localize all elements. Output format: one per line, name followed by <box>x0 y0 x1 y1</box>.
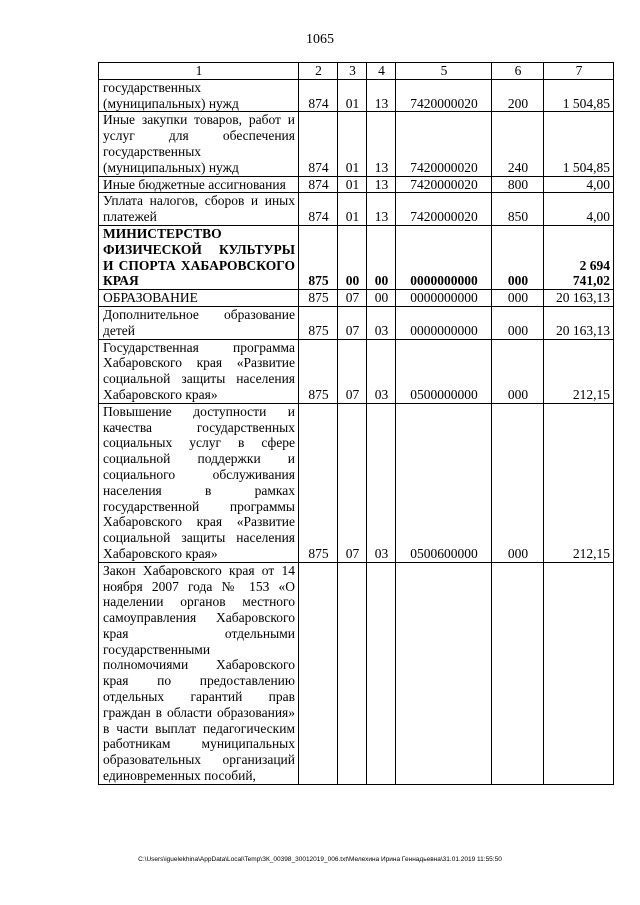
row-expense-type <box>492 562 544 784</box>
row-subsection: 03 <box>367 403 396 562</box>
row-name: Дополнительное образование детей <box>99 306 299 339</box>
row-target-article: 7420000020 <box>396 193 492 226</box>
row-section: 07 <box>338 403 367 562</box>
row-target-article: 7420000020 <box>396 176 492 193</box>
row-expense-type: 240 <box>492 112 544 176</box>
row-subsection: 13 <box>367 176 396 193</box>
row-target-article: 0500600000 <box>396 403 492 562</box>
row-target-article <box>396 562 492 784</box>
row-target-article: 0000000000 <box>396 306 492 339</box>
row-section: 00 <box>338 225 367 289</box>
table-row-ministry <box>99 225 614 289</box>
row-name: Закон Хабаровского края от 14 ноября 2007 года № 153 «О наделении органов местного самоуправления Хабаровского края отдельными государственными полномочиями Хабаровского края по предоставлению отдельных гарантий прав граждан в области образования» в части выплат педагогическим работникам муниципальных образовательных организаций единовременных пособий, <box>99 562 299 784</box>
row-section: 07 <box>338 306 367 339</box>
row-name: МИНИСТЕРСТВО ФИЗИЧЕСКОЙ КУЛЬТУРЫ И СПОРТА ХАБАРОВСКОГО КРАЯ <box>99 225 299 289</box>
row-subsection: 00 <box>367 225 396 289</box>
row-target-article: 7420000020 <box>396 79 492 112</box>
row-target-article: 0000000000 <box>396 225 492 289</box>
row-name: Повышение доступности и качества государственных социальных услуг в сфере социальной поддержки и социального обслуживания населения в рамках государственной программы Хабаровского края «Развитие социальной защиты населения Хабаровского края» <box>99 403 299 562</box>
header-col-7: 7 <box>544 63 614 80</box>
table-row <box>99 193 614 226</box>
row-name: Уплата налогов, сборов и иных платежей <box>99 193 299 226</box>
row-expense-type: 200 <box>492 79 544 112</box>
row-amount: 212,15 <box>544 403 614 562</box>
row-name: Государственная программа Хабаровского края «Развитие социальной защиты населения Хабаровского края» <box>99 339 299 403</box>
table-row <box>99 562 614 784</box>
row-section: 01 <box>338 193 367 226</box>
row-section: 01 <box>338 112 367 176</box>
row-expense-type: 000 <box>492 339 544 403</box>
row-amount: 20 163,13 <box>544 290 614 307</box>
row-section <box>338 562 367 784</box>
row-code: 874 <box>299 112 338 176</box>
table-row <box>99 306 614 339</box>
row-code: 874 <box>299 193 338 226</box>
row-subsection: 00 <box>367 290 396 307</box>
row-code: 874 <box>299 176 338 193</box>
row-amount: 20 163,13 <box>544 306 614 339</box>
row-expense-type: 000 <box>492 403 544 562</box>
header-col-4: 4 <box>367 63 396 80</box>
row-code: 875 <box>299 225 338 289</box>
table-row <box>99 290 614 307</box>
header-col-3: 3 <box>338 63 367 80</box>
row-target-article: 0000000000 <box>396 290 492 307</box>
row-amount: 4,00 <box>544 176 614 193</box>
header-row <box>99 63 614 80</box>
row-subsection: 03 <box>367 339 396 403</box>
header-col-1: 1 <box>99 63 299 80</box>
row-subsection: 13 <box>367 112 396 176</box>
table-row <box>99 403 614 562</box>
row-expense-type: 000 <box>492 225 544 289</box>
row-code: 874 <box>299 79 338 112</box>
row-expense-type: 000 <box>492 290 544 307</box>
row-amount <box>544 562 614 784</box>
row-expense-type: 800 <box>492 176 544 193</box>
row-subsection <box>367 562 396 784</box>
row-code: 875 <box>299 403 338 562</box>
row-subsection: 13 <box>367 193 396 226</box>
row-code: 875 <box>299 339 338 403</box>
row-target-article: 7420000020 <box>396 112 492 176</box>
row-subsection: 13 <box>367 79 396 112</box>
row-subsection: 03 <box>367 306 396 339</box>
file-path-footer: C:\Users\iguelekhina\AppData\Local\Temp\ЗК_00398_30012019_006.txt\Мелехина Ирина Геннадьевна\31.01.2019 11:55:50 <box>138 856 502 863</box>
row-code: 875 <box>299 290 338 307</box>
table-row <box>99 112 614 176</box>
row-amount: 4,00 <box>544 193 614 226</box>
table-row <box>99 176 614 193</box>
row-amount: 1 504,85 <box>544 79 614 112</box>
row-name: государственных (муниципальных) нужд <box>99 79 299 112</box>
row-name: Иные закупки товаров, работ и услуг для обеспечения государственных (муниципальных) нужд <box>99 112 299 176</box>
table-row <box>99 79 614 112</box>
budget-table <box>98 62 614 785</box>
row-section: 07 <box>338 290 367 307</box>
table-row <box>99 339 614 403</box>
header-col-6: 6 <box>492 63 544 80</box>
row-section: 01 <box>338 176 367 193</box>
row-amount: 212,15 <box>544 339 614 403</box>
row-expense-type: 850 <box>492 193 544 226</box>
page-number: 1065 <box>306 32 334 47</box>
header-col-2: 2 <box>299 63 338 80</box>
row-expense-type: 000 <box>492 306 544 339</box>
row-code: 875 <box>299 306 338 339</box>
row-name: ОБРАЗОВАНИЕ <box>99 290 299 307</box>
header-col-5: 5 <box>396 63 492 80</box>
row-target-article: 0500000000 <box>396 339 492 403</box>
row-amount: 1 504,85 <box>544 112 614 176</box>
row-section: 07 <box>338 339 367 403</box>
row-amount: 2 694 741,02 <box>544 225 614 289</box>
row-section: 01 <box>338 79 367 112</box>
row-name: Иные бюджетные ассигнования <box>99 176 299 193</box>
row-code <box>299 562 338 784</box>
